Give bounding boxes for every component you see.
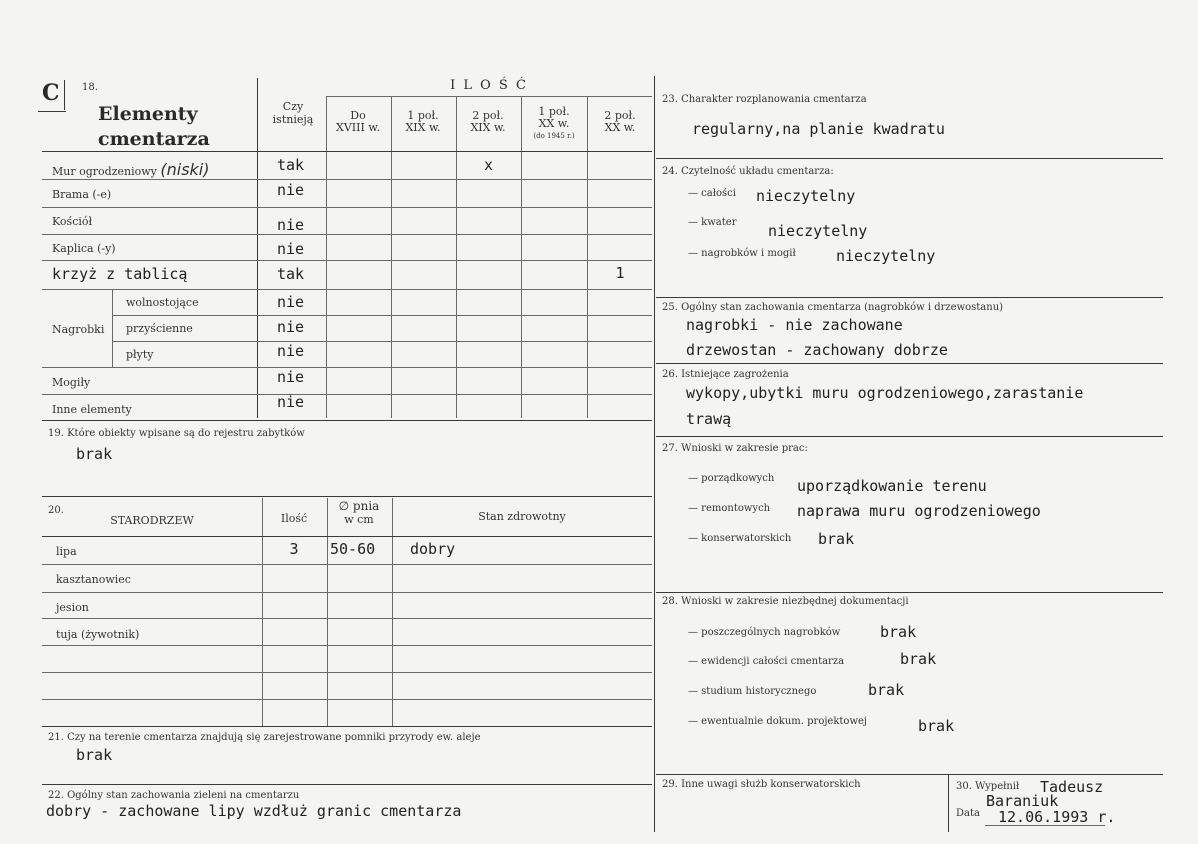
row-label-kosciol: Kościół	[52, 215, 93, 228]
exists-value-10: nie	[277, 393, 305, 411]
section-22-label: 22. Ogólny stan zachowania zieleni na cmentarzu	[48, 790, 300, 801]
row-group-nagrobki: Nagrobki	[52, 323, 105, 336]
section-21-value: brak	[76, 746, 113, 764]
exists-value-1: tak	[277, 156, 305, 174]
col-pnia-header: ∅ pnia w cm	[338, 499, 380, 526]
col-header-4: 1 poł. XX w. (do 1945 r.)	[533, 105, 575, 140]
tree-row-2: kasztanowiec	[56, 573, 131, 586]
section-26-line1: wykopy,ubytki muru ogrodzeniowego,zarastanie	[686, 384, 1084, 402]
section-30-label: 30. Wypełnił	[956, 781, 1020, 792]
section-24-label: 24. Czytelność układu cmentarza:	[662, 166, 834, 177]
section-21-label: 21. Czy na terenie cmentarza znajdują się zarejestrowane pomniki przyrody ew. aleje	[48, 732, 481, 743]
section-25-label: 25. Ogólny stan zachowania cmentarza (nagrobków i drzewostanu)	[662, 302, 1004, 313]
exists-value-2: nie	[277, 181, 305, 199]
ilosc-header: I L O Ś Ć	[450, 78, 528, 93]
section-30-name2: Baraniuk	[986, 792, 1059, 810]
row-label-mogily: Mogiły	[52, 376, 91, 389]
section-19-value: brak	[76, 445, 113, 463]
exists-value-5: tak	[277, 265, 305, 283]
s24-item-2-value: nieczytelny	[768, 222, 868, 240]
section-22-value: dobry - zachowane lipy wzdłuż granic cmentarza	[46, 802, 462, 820]
row-label-plyty: płyty	[126, 348, 154, 361]
s27-item-1-label: — porządkowych	[688, 473, 775, 484]
row-label-inne: Inne elementy	[52, 403, 132, 416]
tree-row-1: lipa	[56, 545, 77, 558]
section-18-title-line1: Elementy	[98, 103, 198, 125]
row-label-krzyz: krzyż z tablicą	[52, 265, 188, 283]
row-label-mur: Mur ogrodzeniowy (niski)	[52, 160, 210, 179]
row-label-kaplica: Kaplica (-y)	[52, 242, 116, 255]
section-25-line2: drzewostan - zachowany dobrze	[686, 341, 948, 359]
section-28-label: 28. Wnioski w zakresie niezbędnej dokumentacji	[662, 596, 909, 607]
section-18-title-line2: cmentarza	[98, 128, 210, 150]
col-header-1: Do XVIII w.	[336, 109, 380, 134]
tree-row-4: tuja (żywotnik)	[56, 628, 140, 641]
section-25-line1: nagrobki - nie zachowane	[686, 316, 903, 334]
s24-item-3-value: nieczytelny	[836, 247, 936, 265]
s28-item-2-label: — ewidencji całości cmentarza	[688, 656, 845, 667]
s28-item-3-value: brak	[868, 681, 905, 699]
starodrzew-header: STARODRZEW	[110, 514, 194, 527]
s28-item-1-label: — poszczególnych nagrobków	[688, 627, 841, 638]
s28-item-3-label: — studium historycznego	[688, 686, 817, 697]
s27-item-2-value: naprawa muru ogrodzeniowego	[797, 502, 1041, 520]
mark-krzyz-2pol-xx: 1	[615, 264, 625, 282]
col-header-2: 1 poł. XIX w.	[405, 109, 441, 134]
col-ilosc-header: Ilość	[280, 512, 308, 525]
exists-value-3: nie	[277, 216, 305, 234]
s27-item-2-label: — remontowych	[688, 503, 771, 514]
tree-row-1-pnia: 50-60	[330, 540, 376, 558]
section-30-date: 12.06.1993 r.	[998, 808, 1116, 826]
s24-item-1-value: nieczytelny	[756, 187, 856, 205]
s24-item-2-label: — kwater	[688, 217, 737, 228]
tree-row-3: jesion	[56, 601, 89, 614]
s27-item-1-value: uporządkowanie terenu	[797, 477, 987, 495]
exists-value-6: nie	[277, 293, 305, 311]
s28-item-2-value: brak	[900, 650, 937, 668]
row-label-brama: Brama (-e)	[52, 188, 112, 201]
section-18-number: 18.	[82, 82, 98, 93]
mark-mur-2pol-xix: x	[483, 156, 494, 174]
col-header-3: 2 poł. XIX w.	[470, 109, 506, 134]
section-26-line2: trawą	[686, 410, 732, 428]
section-23-label: 23. Charakter rozplanowania cmentarza	[662, 94, 867, 105]
section-23-value: regularny,na planie kwadratu	[692, 120, 945, 138]
col-stan-header: Stan zdrowotny	[478, 510, 566, 523]
row-label-przyscienne: przyścienne	[126, 322, 193, 335]
tree-row-1-stan: dobry	[410, 540, 456, 558]
exists-value-7: nie	[277, 318, 305, 336]
section-letter: C	[42, 80, 60, 106]
s24-item-3-label: — nagrobków i mogił	[688, 248, 796, 259]
s28-item-1-value: brak	[880, 623, 917, 641]
col-exists-header: Czy istnieją	[272, 100, 314, 126]
exists-value-8: nie	[277, 342, 305, 360]
section-29-label: 29. Inne uwagi służb konserwatorskich	[662, 779, 861, 790]
s24-item-1-label: — całości	[688, 188, 736, 199]
section-19-label: 19. Które obiekty wpisane są do rejestru zabytków	[48, 428, 305, 439]
s27-item-3-label: — konserwatorskich	[688, 533, 792, 544]
section-26-label: 26. Istniejące zagrożenia	[662, 369, 789, 380]
tree-row-1-ilosc: 3	[289, 540, 299, 558]
s28-item-4-value: brak	[918, 717, 955, 735]
col-header-5: 2 poł. XX w.	[604, 109, 636, 134]
s28-item-4-label: — ewentualnie dokum. projektowej	[688, 716, 868, 727]
section-27-label: 27. Wnioski w zakresie prac:	[662, 443, 808, 454]
exists-value-4: nie	[277, 240, 305, 258]
section-30-date-label: Data	[956, 808, 980, 819]
s27-item-3-value: brak	[818, 530, 855, 548]
exists-value-9: nie	[277, 368, 305, 386]
section-30-name1: Tadeusz	[1040, 778, 1104, 796]
section-20-number: 20.	[48, 505, 64, 516]
row-label-wolnostojace: wolnostojące	[126, 296, 199, 309]
